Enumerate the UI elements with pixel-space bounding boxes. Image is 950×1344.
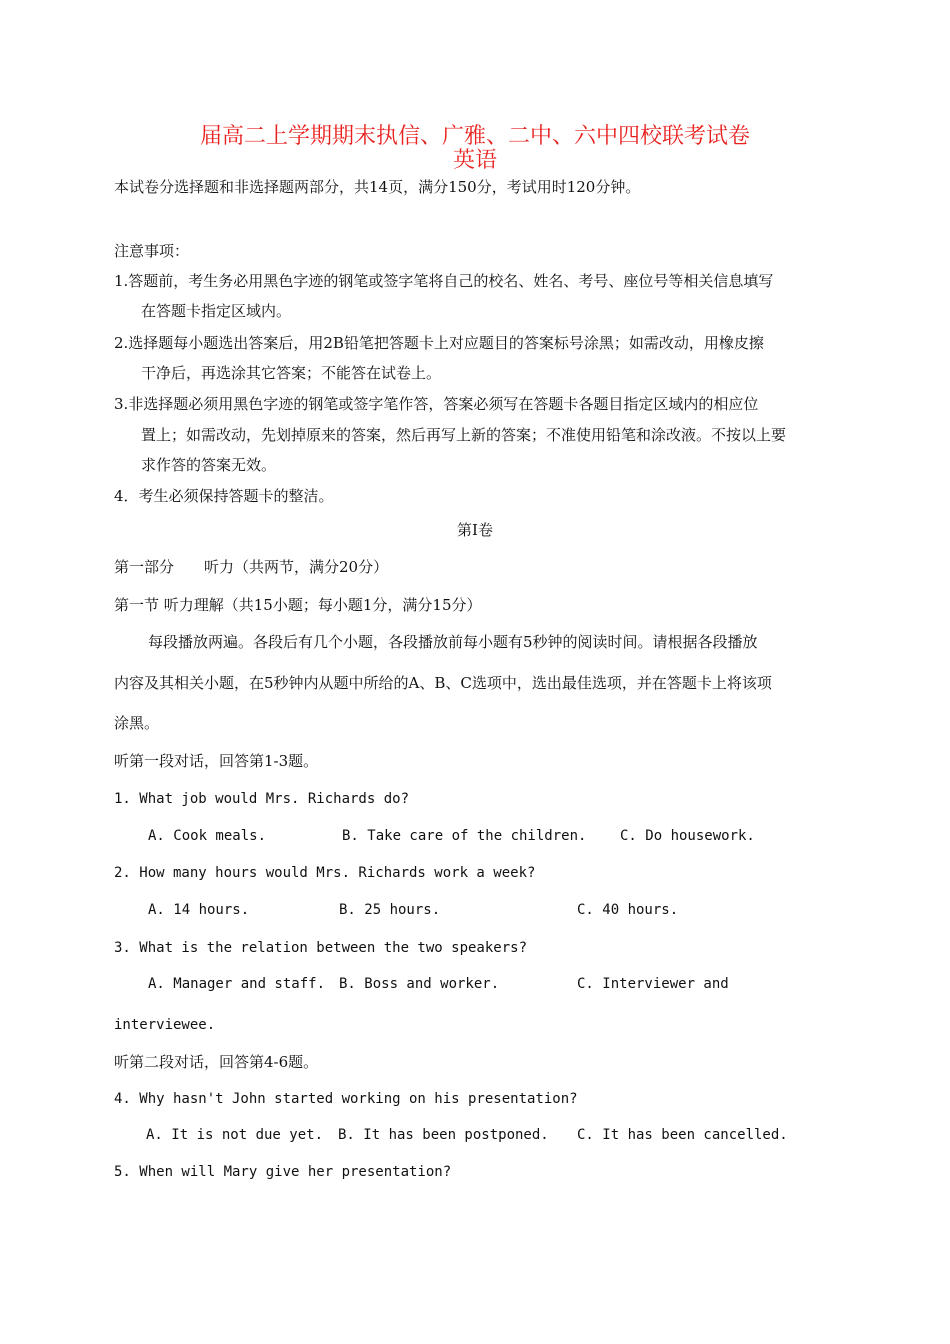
- q2-option-b: B. 25 hours.: [339, 902, 441, 918]
- part-1-heading: 第一部分 听力（共两节，满分20分）: [114, 558, 389, 576]
- dialogue-1-heading: 听第一段对话，回答第1-3题。: [114, 752, 319, 770]
- dialogue-2-heading: 听第二段对话，回答第4-6题。: [114, 1053, 319, 1071]
- q2-option-a: A. 14 hours.: [148, 902, 250, 918]
- exam-intro: 本试卷分选择题和非选择题两部分，共14页，满分150分，考试用时120分钟。: [114, 178, 641, 196]
- q3-option-c-continued: interviewee.: [114, 1017, 216, 1033]
- question-4: 4. Why hasn't John started working on his presentation?: [114, 1091, 578, 1107]
- note-2-line-2: 干净后，再选涂其它答案；不能答在试卷上。: [141, 364, 442, 382]
- notes-heading: 注意事项：: [114, 242, 190, 260]
- section-1-heading: 第一节 听力理解（共15小题；每小题1分，满分15分）: [114, 596, 482, 614]
- volume-heading: 第Ⅰ卷: [457, 521, 493, 539]
- q3-option-a: A. Manager and staff.: [148, 976, 326, 992]
- question-2: 2. How many hours would Mrs. Richards work a week?: [114, 865, 536, 881]
- q3-option-b: B. Boss and worker.: [339, 976, 500, 992]
- instructions-line-3: 涂黑。: [114, 714, 160, 732]
- note-1-line-2: 在答题卡指定区域内。: [141, 302, 292, 320]
- q1-option-c: C. Do housework.: [620, 828, 755, 844]
- exam-subject: 英语: [452, 148, 497, 173]
- note-4: 4．考生必须保持答题卡的整洁。: [114, 487, 334, 505]
- q4-option-a: A. It is not due yet.: [146, 1127, 324, 1143]
- instructions-line-2: 内容及其相关小题，在5秒钟内从题中所给的A、B、C选项中，选出最佳选项，并在答题卡上将该项: [114, 674, 772, 692]
- question-1: 1. What job would Mrs. Richards do?: [114, 791, 410, 807]
- note-3-line-2: 置上；如需改动，先划掉原来的答案，然后再写上新的答案；不准使用铅笔和涂改液。不按以上要: [141, 426, 787, 444]
- note-3-line-3: 求作答的答案无效。: [141, 456, 277, 474]
- q4-option-c: C. It has been cancelled.: [577, 1127, 788, 1143]
- note-2-line-1: 2.选择题每小题选出答案后，用2B铅笔把答题卡上对应题目的答案标号涂黑；如需改动，用橡皮擦: [114, 334, 764, 352]
- q4-option-b: B. It has been postponed.: [338, 1127, 549, 1143]
- instructions-line-1: 每段播放两遍。各段后有几个小题，各段播放前每小题有5秒钟的阅读时间。请根据各段播放: [148, 633, 758, 651]
- q2-option-c: C. 40 hours.: [577, 902, 679, 918]
- exam-title: 届高二上学期期末执信、广雅、二中、六中四校联考试卷: [199, 124, 750, 149]
- question-5: 5. When will Mary give her presentation?: [114, 1164, 452, 1180]
- note-1-line-1: 1.答题前，考生务必用黑色字迹的钢笔或签字笔将自己的校名、姓名、考号、座位号等相关信息填写: [114, 272, 774, 290]
- q3-option-c: C. Interviewer and: [577, 976, 729, 992]
- note-3-line-1: 3.非选择题必须用黑色字迹的钢笔或签字笔作答，答案必须写在答题卡各题目指定区域内的相应位: [114, 395, 759, 413]
- q1-option-a: A. Cook meals.: [148, 828, 267, 844]
- q1-option-b: B. Take care of the children.: [342, 828, 587, 844]
- question-3: 3. What is the relation between the two speakers?: [114, 940, 528, 956]
